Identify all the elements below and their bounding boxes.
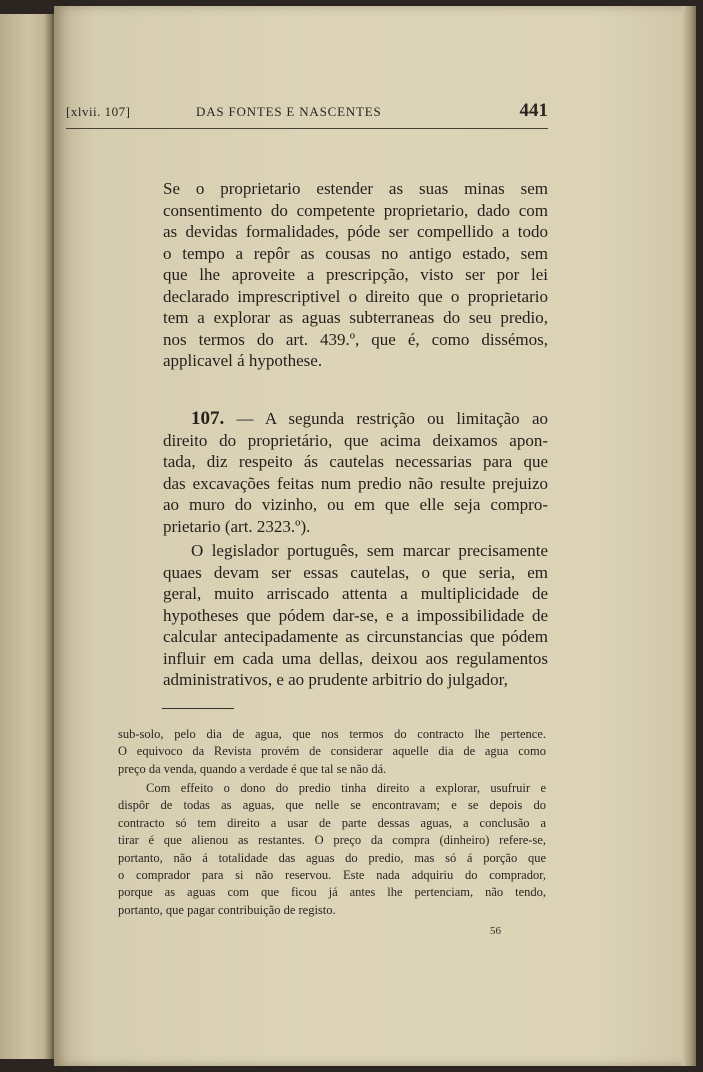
facing-page-edge <box>0 14 54 1059</box>
footnote-line: porque as aguas com que ficou já antes lhe pertenciam, não tendo, <box>118 885 546 900</box>
printer-signature-mark: 56 <box>490 925 501 937</box>
text-line: hypotheses que pódem dar-se, e a impossibilidade de <box>163 605 548 625</box>
text-line: O legislador português, sem marcar precisamente <box>191 541 548 560</box>
text-line: nos termos do art. 439.º, que é, como dissémos, <box>163 329 548 349</box>
section-number: 107. <box>191 408 225 429</box>
footnote-line: tirar é que alienou as restantes. O preço da compra (dinheiro) refere-se, <box>118 833 546 848</box>
footnote-rule <box>162 708 234 709</box>
text-line: ao muro do vizinho, ou em que elle seja compro- <box>163 495 548 514</box>
text-line: Se o proprietario estender as suas minas sem <box>163 179 548 198</box>
text-line: declarado imprescriptivel o direito que o proprietario <box>163 286 548 306</box>
footnote-line: O equivoco da Revista provém de considerar aquelle dia de agua como <box>118 744 546 759</box>
text-line: que lhe aproveite a prescripção, visto ser por lei <box>163 265 548 284</box>
page-number: 441 <box>519 100 548 121</box>
footnote-line: portanto, que pagar contribuição de registo. <box>118 902 336 917</box>
footnote-line: o comprador para si não reservou. Este nada adquiriu do comprador, <box>118 868 546 883</box>
footnote-line: preço da venda, quando a verdade é que tal se não dá. <box>118 761 387 776</box>
text-line: prietario (art. 2323.º). <box>163 516 311 536</box>
header-rule <box>66 128 548 129</box>
text-line: o tempo a repôr as cousas no antigo estado, sem <box>163 243 548 263</box>
text-line: administrativos, e ao prudente arbitrio do julgador, <box>163 670 508 689</box>
running-header <box>66 100 548 126</box>
text-line: direito do proprietário, que acima deixamos apon- <box>163 430 548 450</box>
footnote-line: dispôr de todas as aguas, que nelle se encontravam; e se depois do <box>118 798 546 813</box>
text-line: tada, diz respeito ás cautelas necessarias para que <box>163 452 548 471</box>
text-line: influir em cada uma dellas, deixou aos regulamentos <box>163 648 548 668</box>
paragraph-legislador <box>163 540 548 691</box>
text-line: applicavel á hypothese. <box>163 351 323 370</box>
footnote-line: sub-solo, pelo dia de agua, que nos termos do contracto lhe pertence. <box>118 727 546 741</box>
paragraph-107 <box>163 408 548 537</box>
text-line: geral, muito arriscado attenta a multiplicidade de <box>163 584 548 603</box>
first-line-text: — A segunda restrição ou limitação ao <box>224 409 548 428</box>
section-reference: [xlvii. 107] <box>66 104 131 119</box>
footnote-line: portanto, não á totalidade das aguas do predio, mas só á porção que <box>118 850 546 865</box>
text-line <box>163 408 548 430</box>
footnote-continuation <box>118 726 546 778</box>
footnote-line: contracto só tem direito a usar de parte dessas aguas, a conclusão a <box>118 815 546 830</box>
page-fore-edge <box>682 6 696 1066</box>
text-line: consentimento do competente proprietario, dado com <box>163 200 548 220</box>
text-line: calcular antecipadamente as circunstancias que pódem <box>163 627 548 646</box>
footnote-line: Com effeito o dono do predio tinha direito a explorar, usufruir e <box>146 781 546 795</box>
text-line: tem a explorar as aguas subterraneas do seu predio, <box>163 308 548 327</box>
running-title: DAS FONTES E NASCENTES <box>196 104 382 119</box>
text-line: das excavações feitas num predio não resulte prejuizo <box>163 473 548 493</box>
footnote-paragraph <box>118 780 546 919</box>
text-line: quaes devam ser essas cautelas, o que seria, em <box>163 562 548 582</box>
text-line: as devidas formalidades, póde ser compellido a todo <box>163 222 548 241</box>
paragraph-minas <box>163 178 548 372</box>
